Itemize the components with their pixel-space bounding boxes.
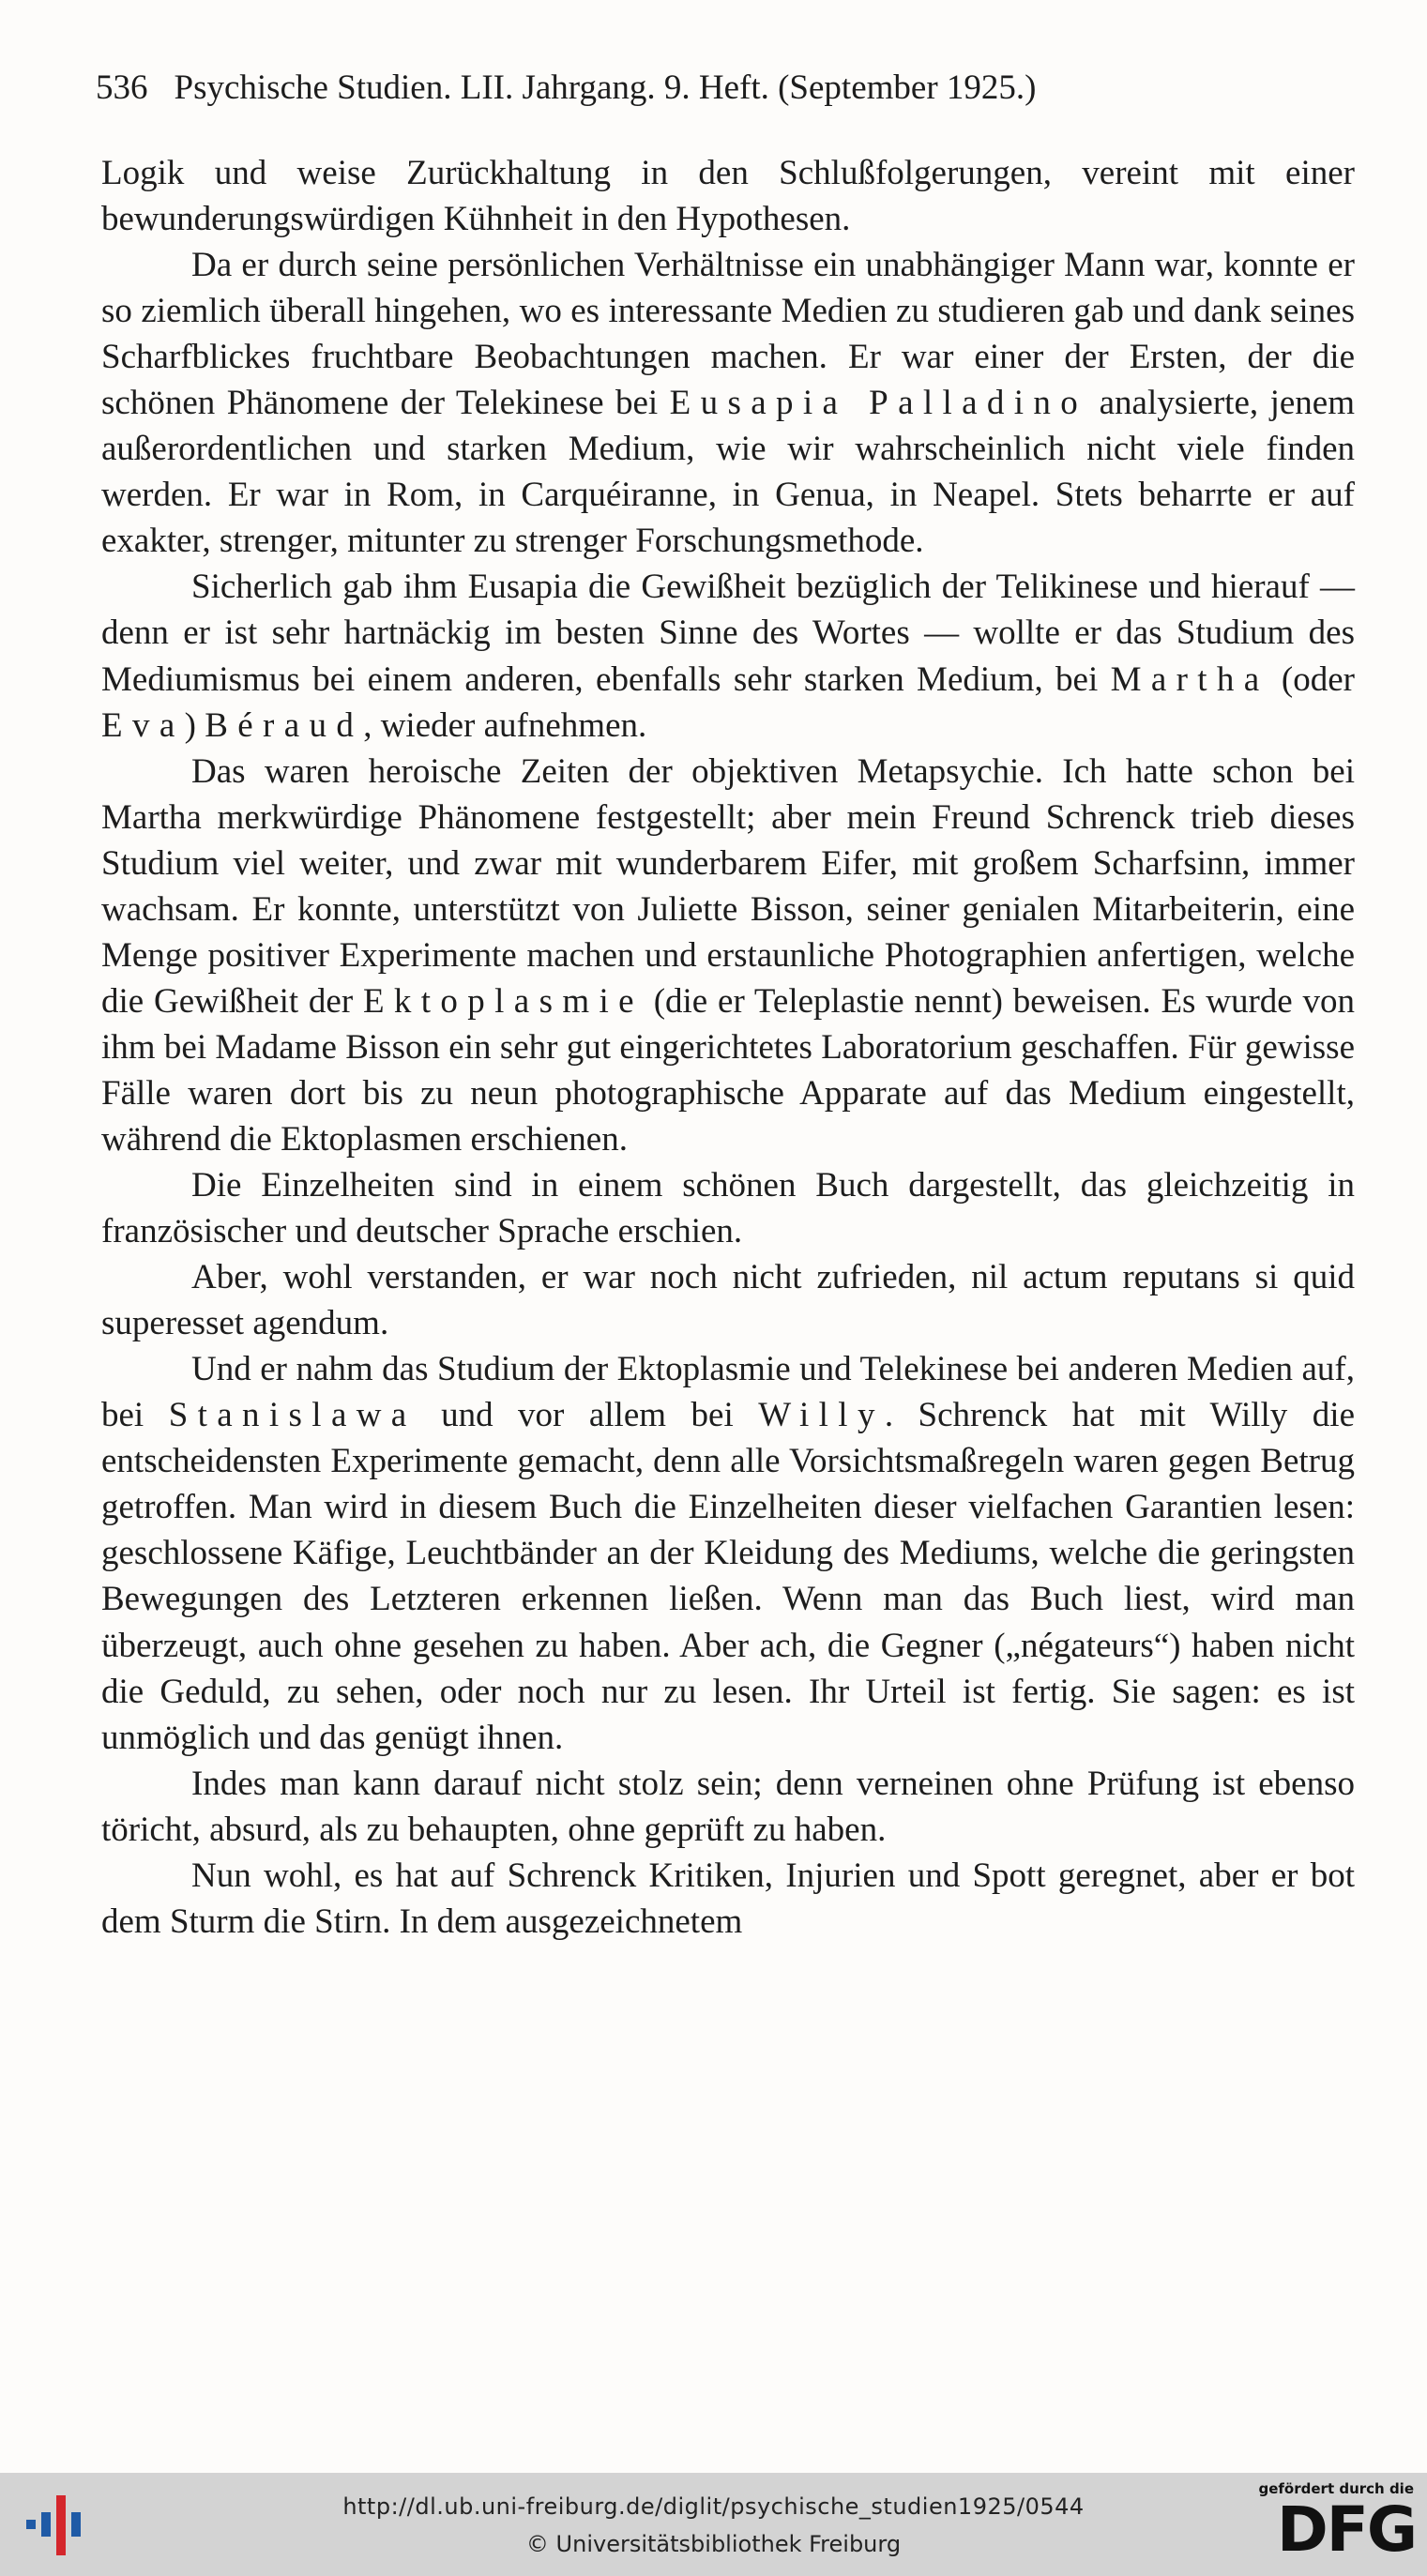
text-run: (oder xyxy=(1268,659,1355,699)
running-header xyxy=(96,66,1362,111)
text-run: und vor allem bei xyxy=(416,1396,759,1435)
text-run: Nun wohl, es hat auf Schrenck Kritiken, Injurien und Spott geregnet, aber er bot dem Sturm die Stirn. In dem ausgezeichnetem xyxy=(101,1856,1355,1941)
paragraph xyxy=(101,1853,1355,1945)
spaced-name: Ektoplasmie xyxy=(362,981,644,1021)
text-run: Die Einzelheiten sind in einem schönen Buch dargestellt, das gleichzeitig in französischer und deutscher Sprache erschien. xyxy=(101,1166,1355,1251)
paragraph xyxy=(101,1346,1355,1760)
paragraph xyxy=(101,749,1355,1162)
copyright-notice: © Universitätsbibliothek Freiburg xyxy=(525,2531,902,2557)
spaced-name: Béraud xyxy=(205,705,364,745)
text-run: Da er durch seine persönlichen Verhältnisse ein unabhängiger Mann war, konnte er so ziemlich überall hingehen, wo es interessante Medien zu studieren gab und dank seines Scharfblickes fruchtbare Beobachtungen machen. Er war einer der Ersten, der die schönen Phänomene der Telekinese bei xyxy=(101,246,1355,423)
page-number: 536 xyxy=(96,68,148,107)
spaced-name: Eva xyxy=(101,705,185,745)
text-run: Und er nahm das Studium der Ektoplasmie und Telekinese bei anderen Medien auf, bei xyxy=(101,1350,1355,1435)
spaced-name: Willy xyxy=(758,1396,885,1435)
spaced-name: Martha xyxy=(1110,659,1269,699)
paragraph xyxy=(101,1254,1355,1346)
text-run: Das waren heroische Zeiten der objektiven Metapsychie. Ich hatte schon bei Martha merkwürdige Phänomene festgestellt; aber mein Freund Schrenck trieb dieses Studium viel weiter, und zwar mit wunderbarem Eifer, mit großem Scharfsinn, immer wachsam. Er konnte, unterstützt von Juliette Bisson, seiner genialen Mitarbeiterin, eine Menge positiver Experimente machen und erstaunliche Photographien anfertigen, welche die Gewißheit der xyxy=(101,751,1355,1021)
text-run: Sicherlich gab ihm Eusapia die Gewißheit bezüglich der Telikinese und hierauf — denn er ist sehr hartnäckig im besten Sinne des Wortes — wollte er das Studium des Mediumismus bei einem anderen, ebenfalls sehr starken Medium, bei xyxy=(101,568,1355,699)
text-run: , wieder aufnehmen. xyxy=(363,705,647,745)
footer-bar xyxy=(0,2473,1427,2576)
paragraph xyxy=(101,1162,1355,1254)
spaced-name: Stanislawa xyxy=(168,1396,417,1435)
paragraph xyxy=(101,564,1355,748)
body-text xyxy=(101,150,1355,1945)
paragraph xyxy=(101,1761,1355,1853)
running-title: Psychische Studien. LII. Jahrgang. 9. Heft. (September 1925.) xyxy=(174,68,1037,107)
text-run: analysierte, jenem außerordentlichen und starken Medium, wie wir wahrscheinlich nicht viele finden werden. Er war in Rom, in Carquéiranne, in Genua, in Neapel. Stets beharrte er auf exakter, strenger, mitunter zu strenger Forschungsmethode. xyxy=(101,384,1356,561)
dfg-logo: DFG xyxy=(1276,2493,1416,2566)
text-run: Aber, wohl verstanden, er war noch nicht zufrieden, nil actum reputans si quid superesset agendum. xyxy=(101,1258,1355,1343)
paragraph xyxy=(101,242,1355,564)
text-run: Indes man kann darauf nicht stolz sein; denn verneinen ohne Prüfung ist ebenso töricht, absurd, als zu behaupten, ohne geprüft zu haben. xyxy=(101,1764,1355,1849)
paragraph xyxy=(101,150,1355,242)
text-run: ) xyxy=(184,705,205,745)
spaced-name: Eusapia Palladino xyxy=(669,384,1088,423)
text-run: . Schrenck hat mit Willy die entscheidensten Experimente gemacht, denn alle Vorsichtsmaßregeln waren gegen Betrug getroffen. Man wird in diesem Buch die Einzelheiten dieser vielfachen Garantien lesen: geschlossene Käfige, Leuchtbänder an der Kleidung des Mediums, welche die geringsten Bewegungen des Letzteren erkennen ließen. Wenn man das Buch liest, wird man überzeugt, auch ohne gesehen zu haben. Aber ach, die Gegner („négateurs“) haben nicht die Geduld, zu sehen, oder noch nur zu lesen. Ihr Urteil ist fertig. Sie sagen: es ist unmöglich und das genügt ihnen. xyxy=(101,1396,1355,1757)
text-run: (die er Teleplastie nennt) beweisen. Es wurde von ihm bei Madame Bisson ein sehr gut eingerichtetes Laboratorium geschaffen. Für gewisse Fälle waren dort bis zu neun photographische Apparate auf das Medium eingestellt, während die Ektoplasmen erschienen. xyxy=(101,981,1355,1159)
sponsor-caption: gefördert durch die xyxy=(1258,2480,1414,2497)
text-run: Logik und weise Zurückhaltung in den Schlußfolgerungen, vereint mit einer bewunderungswürdigen Kühnheit in den Hypothesen. xyxy=(101,154,1355,239)
source-url-link[interactable]: http://dl.ub.uni-freiburg.de/diglit/psychische_studien1925/0544 xyxy=(342,2493,1085,2520)
